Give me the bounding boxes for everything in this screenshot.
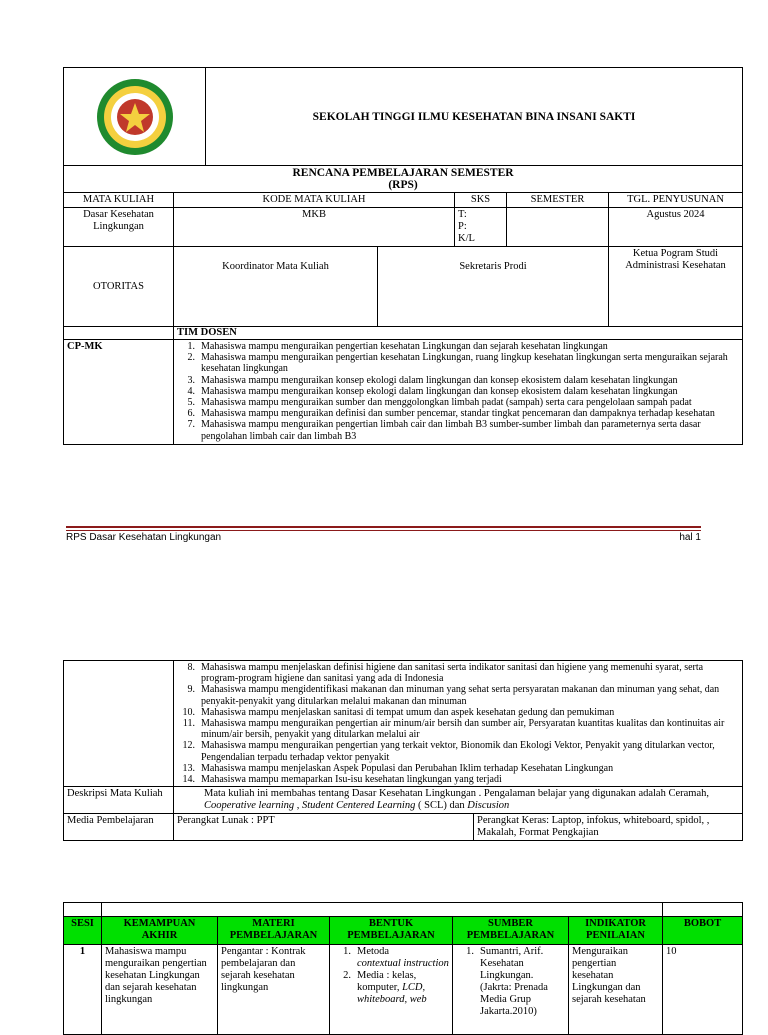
sesi-top-spacer-3	[663, 903, 743, 917]
sesi-number: 1	[64, 945, 102, 1035]
cpmk-item: 2. Mahasiswa mampu menguraikan pengertian kesehatan Lingkungan, ruang lingkup kesehatan lingkungan serta menguraikan sejarah kesehatan lingkungan	[187, 352, 728, 375]
deskripsi-text: Mata kuliah ini membahas tentang Dasar Kesehatan Lingkungan . Pengalaman belajar yang digunakan adalah Ceramah, Cooperative learning , Student Centered Learning ( SCL) dan Discusion	[174, 787, 743, 814]
rps-title-text: RENCANA PEMBELAJARAN SEMESTER	[292, 167, 514, 179]
rps-abbr-text: (RPS)	[388, 179, 418, 191]
sesi-indikator: Menguraikan pengertian kesehatan Lingkungan dan sejarah kesehatan	[569, 945, 663, 1035]
sesi-row-1	[64, 945, 743, 1035]
label-tgl: TGL. PENYUSUNAN	[609, 193, 743, 208]
sks-t: T:	[458, 209, 467, 220]
sesi-bentuk: 1. Metoda contextual instruction 2. Media : kelas, komputer, LCD, whiteboard, web	[330, 945, 453, 1035]
footer-rule	[66, 526, 701, 528]
header-sesi: SESI	[64, 917, 102, 945]
cpmk-item: 8. Mahasiswa mampu menjelaskan definisi higiene dan sanitasi serta indikator sanitasi dan higiene yang memenuhi syarat, serta program-program higiene dan sanitasi yang ada di Indonesia	[187, 662, 704, 685]
value-tgl: Agustus 2024	[609, 208, 743, 247]
cpmk-item: 1. Mahasiswa mampu menguraikan pengertian kesehatan Lingkungan dan sejarah kesehatan lingkungan	[187, 341, 608, 352]
media-keras: Perangkat Keras: Laptop, infokus, whiteboard, spidol, , Makalah, Format Pengkajian	[474, 814, 743, 841]
cpmk-label: CP-MK	[64, 340, 174, 445]
sesi-table	[63, 902, 743, 1035]
cpmk-item: 14. Mahasiswa mampu memaparkan Isu-isu kesehatan lingkungan yang terjadi	[182, 774, 502, 786]
footer-rule-thin	[66, 530, 701, 531]
otoritas-label: OTORITAS	[64, 247, 174, 327]
header-indikator: INDIKATOR PENILAIAN	[569, 917, 663, 945]
sesi-top-spacer	[64, 903, 102, 917]
sesi-bobot: 10	[663, 945, 743, 1035]
cpmk-item: 11. Mahasiswa mampu menguraikan pengertian air minum/air bersih dan sumber air, Persyaratan kuantitas kualitas dan kontinuitas air minum/air bersih, penyakit yang ditularkan melalui air	[182, 718, 725, 741]
value-kode: MKB	[174, 208, 455, 247]
sesi-kemampuan: Mahasiswa mampu menguraikan pengertian kesehatan Lingkungan dan sejarah kesehatan lingkungan	[102, 945, 218, 1035]
cpmk-list-1	[174, 340, 743, 445]
header-kemampuan: KEMAMPUAN AKHIR	[102, 917, 218, 945]
cpmk-item: 12. Mahasiswa mampu menguraikan pengertian yang terkait vektor, Bionomik dan Ekologi Vektor, Penyakit yang ditularkan vector, Pengendalian terpadu terhadap vektor penyakit	[182, 740, 715, 763]
cpmk-item: 4. Mahasiswa mampu menguraikan konsep ekologi dalam lingkungan dan konsep ekosistem dalam kesehatan lingkungan	[187, 385, 678, 397]
header-sumber: SUMBER PEMBELAJARAN	[453, 917, 569, 945]
logo-cell	[64, 68, 206, 166]
cpmk-list-2	[174, 661, 743, 787]
cpmk-item: 7. Mahasiswa mampu menguraikan pengertian limbah cair dan limbah B3 sumber-sumber limbah dan parameternya serta dasar pengolahan limbah cair dan limbah B3	[187, 419, 701, 442]
header-bentuk: BENTUK PEMBELAJARAN	[330, 917, 453, 945]
ketua: Ketua Pogram Studi Administrasi Kesehatan	[609, 247, 743, 327]
cpmk-item: 10. Mahasiswa mampu menjelaskan sanitasi di tempat umum dan aspek kesehatan gedung dan pemukiman	[182, 706, 615, 718]
sks-kl: K/L	[458, 233, 475, 244]
sks-p: P:	[458, 221, 467, 232]
cpmk-item: 13. Mahasiswa mampu menjelaskan Aspek Populasi dan Perubahan Iklim terhadap Kesehatan Lingkungan	[182, 762, 614, 774]
koordinator: Koordinator Mata Kuliah	[174, 247, 378, 327]
deskripsi-label: Deskripsi Mata Kuliah	[64, 787, 174, 814]
school-name: SEKOLAH TINGGI ILMU KESEHATAN BINA INSANI SAKTI	[206, 68, 743, 166]
page-footer	[66, 532, 701, 543]
media-lunak: Perangkat Lunak : PPT	[174, 814, 474, 841]
cpmk-item: 5. Mahasiswa mampu menguraikan sumber dan menggolongkan limbah padat (sampah) serta cara pengelolaan sampah padat	[187, 397, 692, 409]
cpmk-item: 9. Mahasiswa mampu mengidentifikasi makanan dan minuman yang sehat serta persyaratan makanan dan minuman yang sehat, dan penyakit-penyakit yang ditularkan melalui makanan dan minuman	[187, 684, 720, 707]
value-mata-kuliah: Dasar Kesehatan Lingkungan	[64, 208, 174, 247]
sesi-materi: Pengantar : Kontrak pembelajaran dan sejarah kesehatan lingkungan	[218, 945, 330, 1035]
rps-cpmk-continued	[63, 660, 743, 841]
label-mata-kuliah: MATA KULIAH	[64, 193, 174, 208]
label-sks: SKS	[455, 193, 507, 208]
value-sks	[455, 208, 507, 247]
cpmk-continued-spacer	[64, 661, 174, 787]
header-bobot: BOBOT	[663, 917, 743, 945]
cpmk-item: 6. Mahasiswa mampu menguraikan definisi dan sumber pencemar, standar tingkat pencemaran dan dampaknya terhadap kesehatan	[187, 408, 715, 420]
label-semester: SEMESTER	[507, 193, 609, 208]
tim-dosen: TIM DOSEN	[174, 327, 743, 340]
cpmk-item: 3. Mahasiswa mampu menguraikan konsep ekologi dalam lingkungan dan konsep ekosistem dalam kesehatan lingkungan	[187, 374, 678, 386]
rps-title	[64, 166, 743, 193]
label-kode: KODE MATA KULIAH	[174, 193, 455, 208]
sesi-top-spacer-2	[102, 903, 663, 917]
value-semester	[507, 208, 609, 247]
footer-page-number: hal 1	[679, 532, 701, 543]
sekretaris: Sekretaris Prodi	[378, 247, 609, 327]
footer-doc-name: RPS Dasar Kesehatan Lingkungan	[66, 532, 222, 543]
sesi-header-row	[64, 917, 743, 945]
school-logo-icon	[95, 77, 175, 157]
tim-dosen-spacer	[64, 327, 174, 340]
media-label: Media Pembelajaran	[64, 814, 174, 841]
rps-header-table	[63, 67, 743, 445]
header-materi: MATERI PEMBELAJARAN	[218, 917, 330, 945]
sesi-sumber: 1. Sumantri, Arif. Kesehatan Lingkungan. (Jakrta: Prenada Media Grup Jakarta.2010)	[453, 945, 569, 1035]
